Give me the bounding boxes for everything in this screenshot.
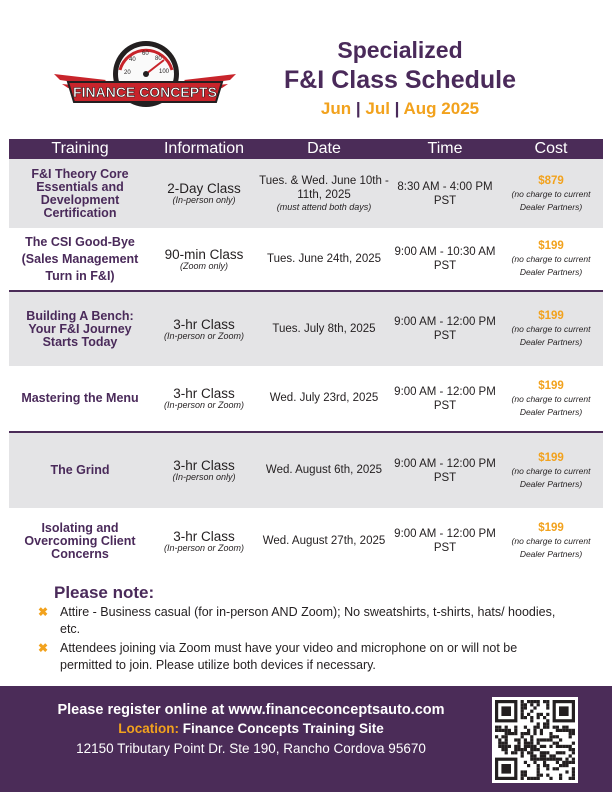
class-cost: $199	[538, 240, 564, 252]
date-note: (must attend both days)	[276, 202, 372, 212]
class-date: Tues. June 24th, 2025	[266, 252, 382, 265]
class-length: 2-Day Class	[167, 181, 241, 196]
class-cost: $199	[538, 310, 564, 322]
class-date: Wed. July 23rd, 2025	[269, 392, 379, 404]
class-format: (In-person or Zoom)	[163, 542, 245, 553]
class-time: 9:00 AM - 12:00 PM PST	[394, 385, 496, 412]
registration-text: Please register online at www.financeconceptsauto.com	[57, 702, 445, 718]
month-separator: |	[355, 99, 361, 118]
table-row	[9, 228, 603, 291]
training-name: Isolating and Overcoming Client Concerns	[24, 520, 136, 561]
month-jul: Jul	[365, 99, 390, 118]
title-line-1: Specialized	[337, 37, 463, 63]
location-value: Finance Concepts Training Site	[182, 721, 384, 736]
gauge-number: 60	[142, 51, 149, 57]
column-header-information: Information	[151, 139, 257, 159]
finance-concepts-logo	[50, 40, 240, 122]
cost-note: (no charge to current Dealer Partners)	[511, 324, 591, 347]
class-date: Tues. July 8th, 2025	[272, 322, 376, 335]
class-length: 3-hr Class	[173, 458, 235, 473]
column-header-time: Time	[391, 139, 499, 159]
x-bullet-icon: ✖	[38, 641, 49, 655]
gauge-number: 40	[129, 57, 136, 63]
table-row	[9, 432, 603, 508]
note-text: Attire - Business casual (for in-person AND Zoom); No sweatshirts, t-shirts, hats/ hoodies, etc.	[60, 605, 556, 636]
class-length: 3-hr Class	[173, 386, 235, 401]
location-label: Location:	[118, 721, 179, 736]
list-item	[38, 604, 568, 638]
class-format: (In-person only)	[172, 472, 236, 482]
x-bullet-icon: ✖	[38, 605, 49, 619]
note-text: Attendees joining via Zoom must have your video and microphone on or will not be permitted to join. Please utilize both devices if necessary.	[60, 641, 518, 672]
month-jun: Jun	[320, 99, 352, 118]
address-line: 12150 Tributary Point Dr. Ste 190, Rancho Cordova 95670	[76, 741, 426, 756]
class-format: (In-person or Zoom)	[163, 330, 245, 341]
class-time: 9:00 AM - 12:00 PM PST	[394, 528, 496, 554]
class-time: 9:00 AM - 10:30 AM PST	[394, 246, 496, 272]
class-date: Tues. & Wed. June 10th - 11th, 2025	[259, 175, 389, 201]
class-format: (Zoom only)	[179, 260, 228, 271]
page-title	[250, 36, 550, 121]
class-schedule-table	[9, 139, 603, 574]
table-row	[9, 159, 603, 228]
list-item	[38, 640, 568, 674]
logo-text: FINANCE CONCEPTS	[73, 84, 217, 100]
cost-note: (no charge to current Dealer Partners)	[511, 465, 591, 489]
class-time: 9:00 AM - 12:00 PM PST	[394, 457, 496, 484]
cost-note: (no charge to current Dealer Partners)	[511, 536, 591, 559]
class-time: 9:00 AM - 12:00 PM PST	[394, 316, 496, 342]
table-row	[9, 291, 603, 366]
notes-heading: Please note:	[54, 583, 155, 602]
class-length: 3-hr Class	[173, 316, 235, 332]
column-header-date: Date	[257, 139, 391, 159]
title-line-2: F&I Class Schedule	[283, 66, 517, 94]
column-header-cost: Cost	[499, 139, 603, 159]
gauge-number: 20	[124, 70, 131, 76]
month-range	[250, 97, 550, 121]
table-header-row	[9, 139, 603, 159]
cost-note: (no charge to current Dealer Partners)	[511, 254, 591, 277]
class-format: (In-person or Zoom)	[163, 400, 245, 410]
training-name: Building A Bench: Your F&I Journey Starts Today	[26, 308, 134, 349]
gauge-number: 80	[155, 56, 162, 62]
qr-code-icon[interactable]	[492, 697, 578, 783]
month-aug: Aug 2025	[403, 99, 480, 118]
class-length: 3-hr Class	[173, 528, 235, 544]
training-name: The CSI Good-Bye (Sales Management Turn in F&I)	[21, 234, 139, 283]
cost-note: (no charge to current Dealer Partners)	[511, 188, 591, 212]
class-date: Wed. August 27th, 2025	[262, 534, 386, 547]
class-date: Wed. August 6th, 2025	[265, 464, 383, 476]
table-row	[9, 508, 603, 574]
cost-note: (no charge to current Dealer Partners)	[511, 393, 591, 417]
class-cost: $199	[538, 451, 564, 464]
gauge-number: 100	[159, 69, 170, 75]
class-time: 8:30 AM - 4:00 PM PST	[397, 180, 493, 207]
training-name: Mastering the Menu	[21, 391, 139, 405]
class-cost: $199	[538, 522, 564, 534]
column-header-training: Training	[9, 139, 151, 159]
table-row	[9, 366, 603, 432]
class-cost: $879	[538, 174, 564, 187]
notes-list	[38, 604, 568, 676]
training-name: F&I Theory Core Essentials and Development Certification	[31, 166, 129, 220]
class-cost: $199	[538, 379, 564, 392]
location-line	[0, 721, 502, 736]
class-length: 90-min Class	[164, 246, 244, 262]
class-format: (In-person only)	[172, 195, 236, 205]
month-separator: |	[394, 99, 400, 118]
training-name: The Grind	[50, 463, 110, 477]
